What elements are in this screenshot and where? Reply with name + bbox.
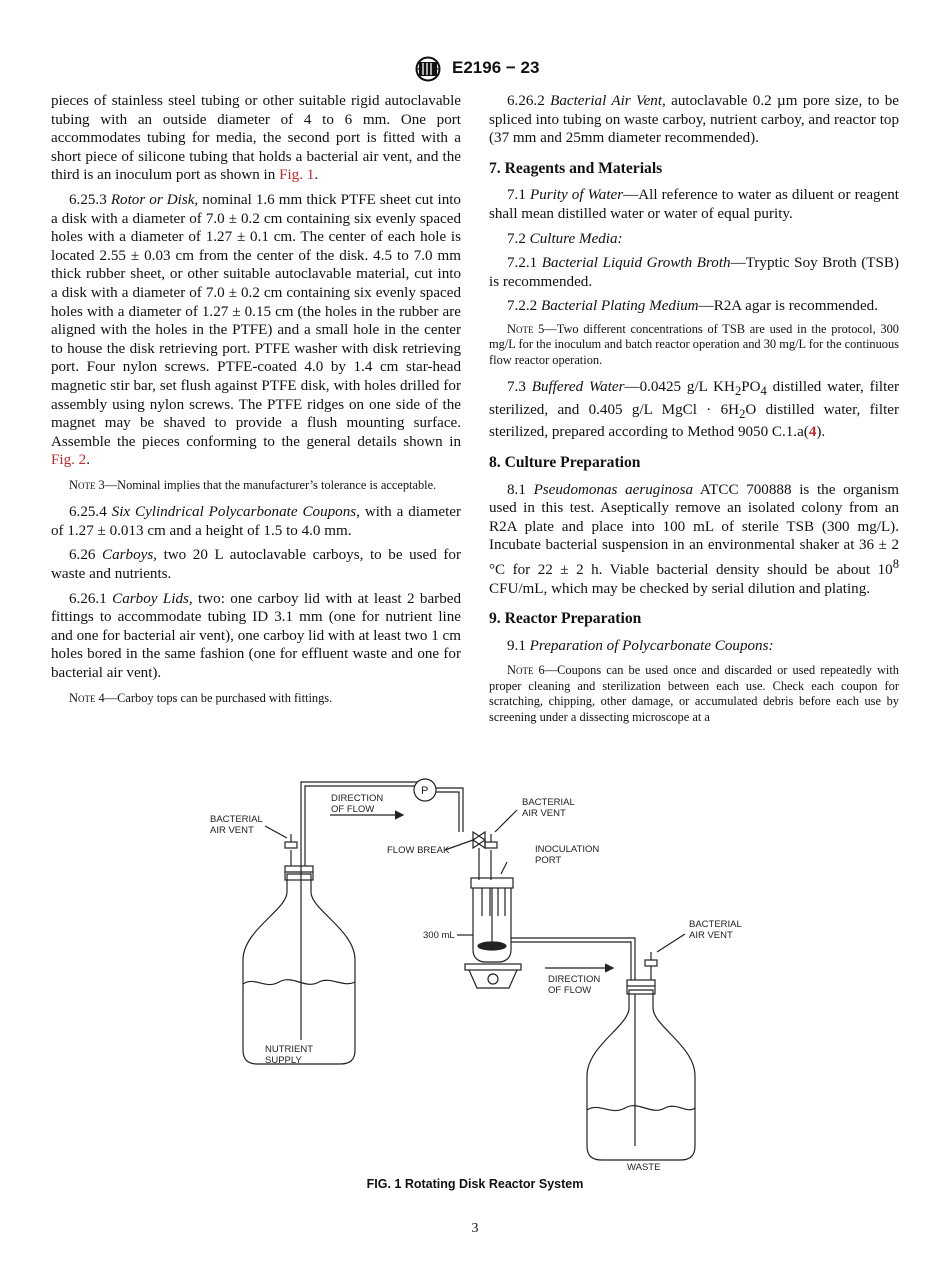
clause-number: 7.2.2 xyxy=(507,298,538,315)
label-vent-mid: BACTERIAL xyxy=(522,797,575,808)
clause-number: 9.1 xyxy=(507,637,526,654)
waste-liquid-level xyxy=(587,1106,695,1111)
waste-carboy-outline xyxy=(587,990,695,1160)
para-end: ). xyxy=(816,424,826,441)
section-heading-9: 9. Reactor Preparation xyxy=(489,610,642,628)
note-label: Note 4 xyxy=(69,690,105,705)
clause-number: 7.2.1 xyxy=(507,255,538,272)
note-4 xyxy=(51,691,461,706)
paragraph-8-1 xyxy=(489,481,899,599)
label-vent-left: BACTERIAL xyxy=(210,814,263,825)
clause-number: 7.3 xyxy=(507,379,526,396)
page-header xyxy=(0,56,950,84)
para-text: two 20 L autoclavable carboys, to be used for waste and nutrients. xyxy=(51,547,461,583)
note-label: Note 5 xyxy=(507,321,545,336)
clause-number: 7.1 xyxy=(507,187,526,204)
clause-number: 6.25.3 xyxy=(69,191,107,208)
flow-break-valve-icon xyxy=(473,832,485,848)
para-end: . xyxy=(314,167,319,184)
subscript: 2 xyxy=(734,384,742,399)
reference-4-link[interactable]: 4 xyxy=(808,424,817,441)
fig2-link[interactable]: Fig. 2 xyxy=(51,452,87,469)
clause-number: 8.1 xyxy=(507,481,526,498)
label-pump: P xyxy=(421,785,429,797)
paragraph-7-1 xyxy=(489,186,899,223)
clause-title: Bacterial Liquid Growth Broth xyxy=(541,255,731,272)
clause-number: 6.26 xyxy=(69,547,96,564)
paragraph-7-2-1 xyxy=(489,254,899,291)
left-air-vent xyxy=(285,842,297,848)
clause-title: Carboys, xyxy=(102,547,157,564)
nutrient-liquid-level xyxy=(243,980,355,985)
paragraph-6-25-2-cont xyxy=(51,92,461,185)
label-vent-right: BACTERIAL xyxy=(689,919,742,930)
label-inoculation-2: PORT xyxy=(535,855,562,866)
stir-plate xyxy=(465,964,521,970)
reactor-system-diagram xyxy=(195,770,755,1182)
clause-title: Purity of Water xyxy=(529,187,624,204)
section-heading-7: 7. Reagents and Materials xyxy=(489,159,663,177)
clause-number: 6.25.4 xyxy=(69,504,107,521)
para-text: ATCC 700888 is the organism used in this test. Aseptically remove an isolated colony from an R2A plate and place into 100 mL of sterile TSB (300 mg/L). Incubate bacterial suspension in an environmental shaker at 36 ± 2 °C for 22 ± 2 h. Viable bacterial density should be about 10 xyxy=(489,481,899,578)
subscript: 4 xyxy=(760,384,767,399)
para-text: PO xyxy=(741,379,761,396)
fig1-link[interactable]: Fig. 1 xyxy=(279,167,315,184)
para-text: two: one carboy lid with at least 2 barbed fittings to accommodate tubing ID 3.1 mm (one for nutrient line and one for bacterial air vent), one carboy lid with at least two 1 cm holes bored in the same fashion (one for effluent waste and one for bacterial air vent). xyxy=(51,590,461,682)
para-text: CFU/mL, which may be checked by serial dilution and plating. xyxy=(489,580,871,597)
para-text: —0.0425 g/L KH xyxy=(624,379,735,396)
clause-title: Preparation of Polycarbonate Coupons: xyxy=(529,637,774,654)
paragraph-7-3 xyxy=(489,378,899,442)
para-text: O distilled water, filter sterilized, prepared according to Method 9050 C.1.a( xyxy=(489,401,899,441)
para-text: —Tryptic Soy Broth (TSB) is recommended. xyxy=(489,255,899,290)
label-vent-mid-2: AIR VENT xyxy=(522,808,566,819)
section-heading-8: 8. Culture Preparation xyxy=(489,453,641,471)
paragraph-7-2-2 xyxy=(489,297,899,316)
nutrient-carboy-cap xyxy=(285,866,313,880)
clause-title: Culture Media: xyxy=(529,230,623,247)
waste-carboy-cap xyxy=(627,980,655,994)
para-text: autoclavable 0.2 µm pore size, to be spliced into tubing on waste carboy, nutrient carboy, and reactor top (37 mm and 25mm diameter recommended). xyxy=(489,93,899,147)
label-volume: 300 mL xyxy=(423,930,455,941)
right-column xyxy=(489,92,899,735)
note-text: —Coupons can be used once and discarded or used repeatedly with proper cleaning and sterilization between each use. Check each coupon for scratching, chipping, other damage, or accumulated debris before each use by screening under a dissecting microscope at a xyxy=(489,663,899,724)
paragraph-6-25-3 xyxy=(51,191,461,470)
figure-caption: FIG. 1 Rotating Disk Reactor System xyxy=(366,1177,584,1191)
para-text: distilled water, filter sterilized, and 0.405 g/L MgCl · 6H xyxy=(489,379,899,418)
para-end: . xyxy=(86,452,91,469)
rotor-disk xyxy=(478,942,506,950)
label-direction-1-2: OF FLOW xyxy=(331,804,375,815)
label-waste: WASTE xyxy=(627,1162,661,1173)
subscript: 2 xyxy=(739,406,746,421)
note-text: —Two different concentrations of TSB are used in the protocol, 300 mg/L for the inoculum and batch reactor operation and 30 mg/L for the continuous flow reactor operation. xyxy=(489,321,899,367)
note-6 xyxy=(489,663,899,725)
note-3 xyxy=(51,478,461,493)
mid-air-vent xyxy=(485,842,497,848)
clause-number: 6.26.1 xyxy=(69,590,107,607)
right-air-vent xyxy=(645,960,657,966)
note-text: —Carboy tops can be purchased with fittings. xyxy=(104,690,333,705)
label-direction-2: DIRECTION xyxy=(548,974,601,985)
left-column xyxy=(51,92,461,716)
paragraph-6-26 xyxy=(51,546,461,583)
clause-title: Rotor or Disk, xyxy=(110,191,199,208)
label-vent-left-2: AIR VENT xyxy=(210,825,254,836)
superscript: 8 xyxy=(892,556,899,571)
para-text: —All reference to water as diluent or reagent shall mean distilled water or water of equal purity. xyxy=(489,187,900,222)
para-text: —R2A agar is recommended. xyxy=(698,298,878,315)
clause-title: Six Cylindrical Polycarbonate Coupons, xyxy=(111,504,360,521)
clause-title: Buffered Water xyxy=(531,379,625,396)
label-inoculation: INOCULATION xyxy=(535,844,600,855)
clause-title: Pseudomonas aeruginosa xyxy=(533,481,694,498)
clause-title: Bacterial Air Vent, xyxy=(550,93,666,109)
clause-number: 7.2 xyxy=(507,230,526,247)
label-flow-break: FLOW BREAK xyxy=(387,845,450,856)
para-text: nominal 1.6 mm thick PTFE sheet cut into a disk with a diameter of 7.0 ± 0.2 cm containing six evenly spaced holes with a diameter of 1.27 ± 0.1 cm. The center of each hole is located 2.55 ± 0.03 cm from the center of the disk. 4.5 to 7.0 mm thick rubber sheet, or other suitable autoclavable material, cut into a disk with a diameter of 7.0 ± 0.2 cm containing six evenly spaced holes with a diameter of 1.27 ± 0.15 cm (the holes in the rubber are aligned with the holes in the PTFE) and a small hole in the center to house the disk retrieving port. PTFE washer with disk retrieving port. Four nylon screws. PTFE-coated 4.0 by 1.4 cm star-head magnetic stir bar, set flush against PTFE disk, with holes drilled for assembly using nylon screws. The PTFE ridges on one side of the magnet may be shaved to provide a flush mounting surface. Assemble the pieces conforming to the general details shown in xyxy=(51,191,461,450)
note-label: Note 3 xyxy=(69,477,105,492)
note-label: Note 6 xyxy=(507,663,545,678)
label-vent-right-2: AIR VENT xyxy=(689,930,733,941)
label-direction-1: DIRECTION xyxy=(331,793,384,804)
clause-title: Bacterial Plating Medium xyxy=(540,298,699,315)
paragraph-7-2 xyxy=(489,230,899,249)
note-5 xyxy=(489,322,899,368)
astm-logo-icon xyxy=(410,56,446,82)
label-nutrient: NUTRIENT xyxy=(265,1044,314,1055)
para-text: pieces of stainless steel tubing or other suitable rigid autoclavable tubing with an outside diameter of 4 to 6 mm. One port accommodates tubing for media, the second port is fitted with a short piece of silicone tubing that holds a bacterial air vent, and the third is an inoculum port as shown in xyxy=(51,93,461,184)
reactor-lid xyxy=(471,878,513,888)
document-code: E2196 − 23 xyxy=(452,58,540,77)
note-text: —Nominal implies that the manufacturer’s tolerance is acceptable. xyxy=(104,477,437,492)
paragraph-6-26-1 xyxy=(51,590,461,683)
clause-number: 6.26.2 xyxy=(507,93,545,109)
paragraph-6-26-2 xyxy=(489,92,899,148)
paragraph-9-1 xyxy=(489,637,899,656)
paragraph-6-25-4 xyxy=(51,503,461,540)
label-nutrient-2: SUPPLY xyxy=(265,1055,302,1066)
label-direction-2-2: OF FLOW xyxy=(548,985,592,996)
para-text: with a diameter of 1.27 ± 0.013 cm and a height of 1.5 to 4.0 mm. xyxy=(51,504,462,539)
clause-title: Carboy Lids, xyxy=(112,590,193,607)
nutrient-carboy-outline xyxy=(243,874,355,1064)
page-number: 3 xyxy=(471,1221,479,1236)
